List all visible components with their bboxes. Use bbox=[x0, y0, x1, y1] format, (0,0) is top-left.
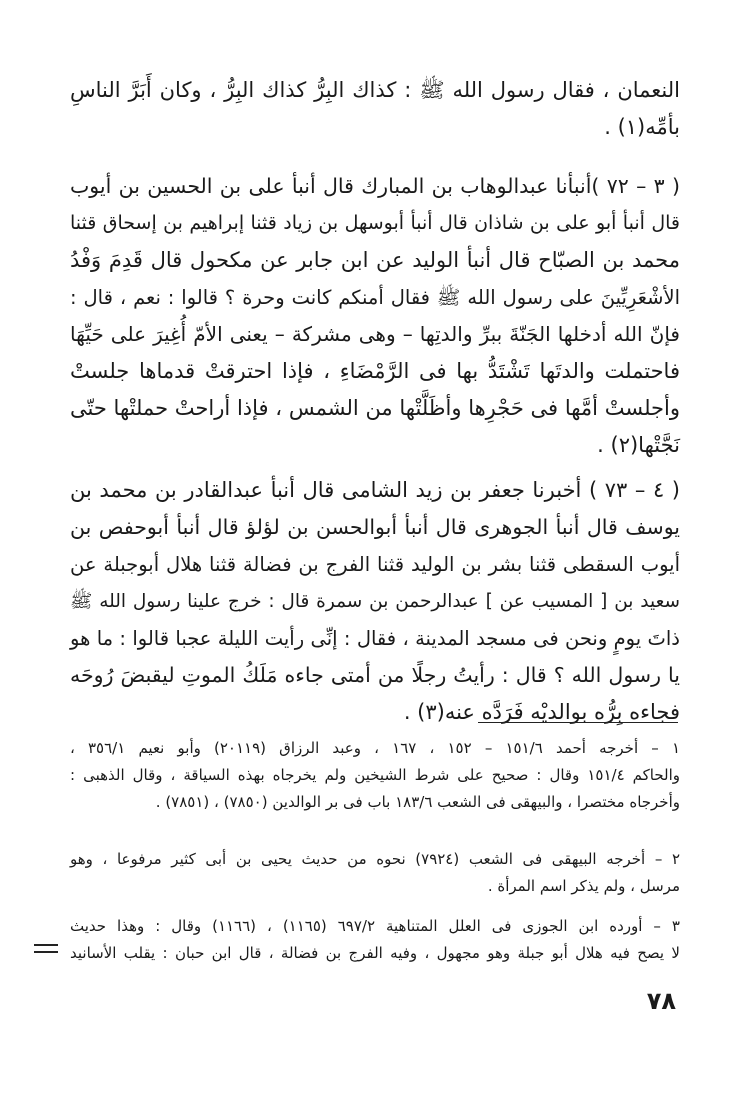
footnote-divider bbox=[478, 722, 678, 723]
text-line: أيوب السقطى قثنا بشر بن الوليد قثنا الفرج بن فضالة قثنا هلال أبوجبلة عن bbox=[70, 553, 680, 576]
footnote-line: ٢ – أخرجه البيهقى فى الشعب (٧٩٢٤) نحوه من حديث يحيى بن أبى كثير مرفوعا ، وهو bbox=[70, 850, 680, 868]
footnote-line: مرسل ، ولم يذكر اسم المرأة . bbox=[487, 877, 680, 895]
page-number: ٧٨ bbox=[646, 987, 676, 1015]
footnote-line: ٣ – أورده ابن الجوزى فى العلل المتناهية ٦٩٧/٢ (١١٦٥) ، (١١٦٦) وقال : وهذا حديث bbox=[70, 917, 680, 935]
footnote-1 bbox=[70, 735, 680, 816]
footnote-line: وأخرجاه مختصرا ، والبيهقى فى الشعب ١٨٣/٦ باب فى بر الوالدين (٧٨٥٠) ، (٧٨٥١) . bbox=[155, 793, 680, 811]
hadith-72 bbox=[70, 168, 680, 464]
text-line: فجاءه بِرُّه بوالديْه فَرَدَّه عنه(٣) . bbox=[403, 700, 680, 724]
text-line: فإنّ الله أدخلها الجَنّةَ ببرِّ والدتِها – وهى مشركة – يعنى الأمّ أُغِيرَ على حَيِّهَا bbox=[70, 322, 680, 346]
text-line: قال أنبأ أبو على بن شاذان قال أنبأ أبوسهل بن زياد قثنا إبراهيم بن إسحاق قثنا bbox=[70, 212, 680, 234]
text-line: فاحتملت والدتَها تَشْتَدُّ بها فى الرَّمْضَاءِ ، فإذا احترقتْ قدماها جلستْ bbox=[70, 359, 680, 383]
text-line: يا رسول الله ؟ قال : رأيتُ رجلًا من أمتى جاءه مَلَكُ الموتِ ليقبضَ رُوحَه bbox=[70, 663, 680, 687]
text-line: ( ٣ – ٧٢ )أنبأنا عبدالوهاب بن المبارك قال أنبأ على بن الحسين بن أيوب bbox=[70, 174, 680, 198]
text-line: نَجَّتْها(٢) . bbox=[597, 433, 680, 457]
text-line: وأجلستْ أمَّها فى حَجْرِها وأظَلَّتْها من الشمس ، فإذا أراحتْ حملتْها حتّى bbox=[70, 396, 680, 420]
footnote-line: لا يصح فيه هلال أبو جبلة وهو مجهول ، وفيه الفرج بن فضالة ، قال ابن حبان : يقلب الأسانيد bbox=[70, 944, 680, 962]
footnote-line: ١ – أخرجه أحمد ١٥١/٦ – ١٥٢ ، ١٦٧ ، وعبد الرزاق (٢٠١١٩) وأبو نعيم ٣٥٦/١ ، bbox=[70, 739, 680, 757]
text-line: يوسف قال أنبأ الجوهرى قال أنبأ أبوالحسن بن لؤلؤ قال أنبأ أبوحفص بن bbox=[70, 515, 680, 539]
paragraph-continuation bbox=[70, 72, 680, 146]
text-line: محمد بن الصبّاح قال أنبأ الوليد عن ابن جابر عن مكحول قال قَدِمَ وَفْدُ bbox=[70, 248, 680, 272]
footnote-2 bbox=[70, 846, 680, 900]
footnote-line: والحاكم ١٥١/٤ وقال : صحيح على شرط الشيخين ولم يخرجاه بهذه السياقة ، وقال الذهبى : bbox=[70, 766, 680, 784]
footnote-3 bbox=[70, 913, 680, 967]
text-line: النعمان ، فقال رسول الله ﷺ : كذاك البِرُّ كذاك البِرُّ ، وكان أَبَرَّ الناسِ bbox=[70, 78, 680, 102]
text-line: سعيد بن [ المسيب عن ] عبدالرحمن بن سمرة قال : خرج علينا رسول الله ﷺ bbox=[70, 591, 680, 612]
hadith-73 bbox=[70, 472, 680, 731]
text-line: ( ٤ – ٧٣ ) أخبرنا جعفر بن زيد الشامى قال أنبأ عبدالقادر بن محمد بن bbox=[70, 478, 681, 502]
continuation-mark-icon bbox=[34, 944, 58, 954]
text-line: ذاتَ يومٍ ونحن فى مسجد المدينة ، فقال : إنِّى رأيت الليلة عجبا قالوا : ما هو bbox=[70, 627, 680, 650]
text-line: الأشْعَرِيِّينَ على رسول الله ﷺ فقال أمنكم كانت وحرة ؟ قالوا : نعم ، قال : bbox=[70, 286, 680, 309]
text-line: بأمِّه(١) . bbox=[604, 115, 680, 139]
